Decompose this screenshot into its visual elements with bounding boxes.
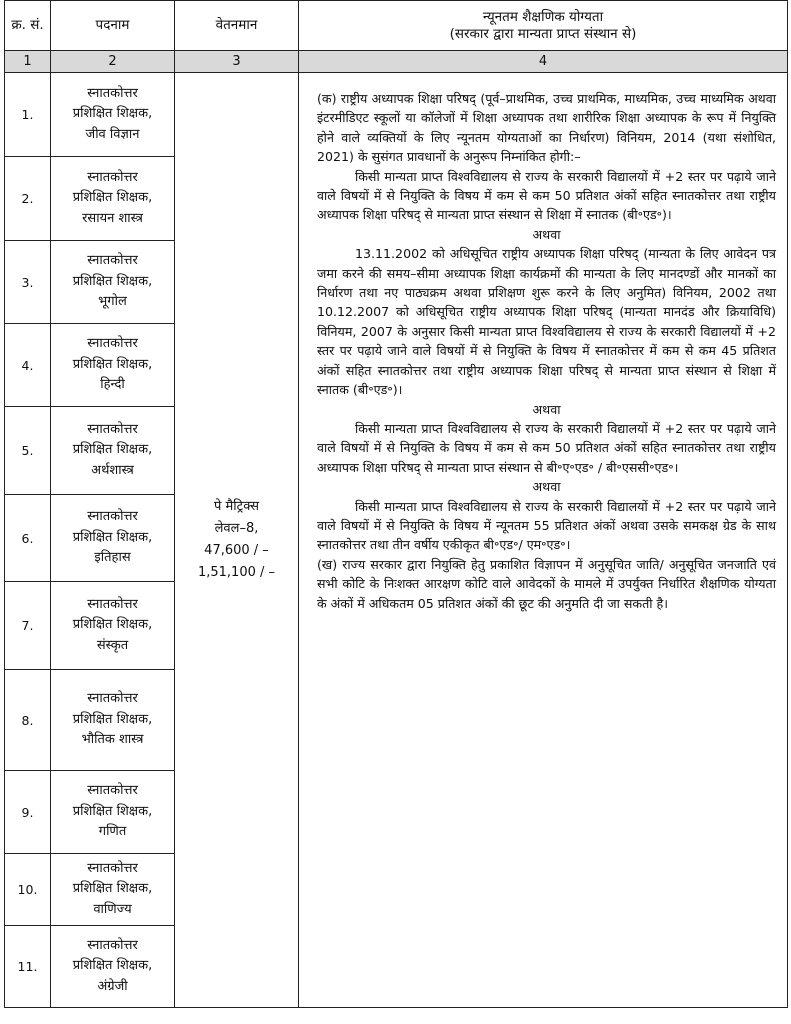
post-line: प्रशिक्षित शिक्षक,	[72, 106, 153, 122]
post-line: प्रशिक्षित शिक्षक,	[72, 881, 153, 897]
header-pay-scale: वेतनमान	[175, 1, 299, 51]
serial-number: 11.	[5, 926, 51, 1008]
header-post: पदनाम	[51, 1, 175, 51]
post-line: प्रशिक्षित शिक्षक,	[72, 617, 153, 633]
post-line: अर्थशास्त्र	[91, 462, 134, 478]
post-line: प्रशिक्षित शिक्षक,	[72, 442, 153, 458]
post-name	[51, 407, 175, 495]
serial-number: 3.	[5, 241, 51, 324]
column-number-row	[5, 51, 788, 73]
post-line: प्रशिक्षित शिक्षक,	[72, 711, 153, 727]
post-line: रसायन शास्त्र	[82, 210, 143, 226]
post-line: भौतिक शास्त्र	[81, 732, 144, 748]
qualification-option-1: किसी मान्यता प्राप्त विश्वविद्यालय से राज्य के सरकारी विद्यालयों में +2 स्तर पर पढ़ाये जाने वाले विषयों में से नियुक्ति के विषय में कम से कम 50 प्रतिशत अंकों सहित स्नातकोत्तर तथा राष्ट्रीय अध्यापक शिक्षा परिषद् से मान्यता प्राप्त संस्थान से शिक्षा में स्नातक (बी॰एड॰)।	[317, 168, 776, 223]
post-line: स्नातकोत्तर	[87, 253, 138, 269]
or-separator: अथवा	[532, 479, 561, 495]
post-line: स्नातकोत्तर	[87, 691, 138, 707]
post-line: स्नातकोत्तर	[87, 336, 138, 352]
post-line: अंग्रेजी	[97, 978, 128, 994]
header-row	[5, 1, 788, 51]
serial-number: 5.	[5, 407, 51, 495]
post-name	[51, 771, 175, 854]
or-separator: अथवा	[532, 226, 561, 242]
pay-line: 47,600 / –	[204, 543, 269, 558]
serial-number: 6.	[5, 495, 51, 582]
post-line: स्नातकोत्तर	[87, 509, 138, 525]
post-line: प्रशिक्षित शिक्षक,	[72, 190, 153, 206]
serial-number: 1.	[5, 73, 51, 157]
qualification-option-3: किसी मान्यता प्राप्त विश्वविद्यालय से राज्य के सरकारी विद्यालयों में +2 स्तर पर पढ़ाये जाने वाले विषयों में से नियुक्ति के विषय में कम से कम 50 प्रतिशत अंकों सहित स्नातकोत्तर तथा राष्ट्रीय अध्यापक शिक्षा परिषद् से मान्यता प्राप्त संस्थान से बी॰ए॰एड॰ / बी॰एससी॰एड॰।	[317, 420, 776, 475]
post-name	[51, 495, 175, 582]
qualification-text	[299, 73, 788, 1008]
post-line: प्रशिक्षित शिक्षक,	[72, 803, 153, 819]
table-row	[5, 73, 788, 157]
post-name	[51, 582, 175, 670]
post-line: प्रशिक्षित शिक्षक,	[72, 529, 153, 545]
header-qualification	[299, 1, 788, 51]
clause-kha: (ख) राज्य सरकार द्वारा नियुक्ति हेतु प्रकाशित विज्ञापन में अनुसूचित जाति/ अनुसूचित जनजाति एवं सभी कोटि के निःशक्त आरक्षण कोटि वाले आवेदकों के मामले में उपर्युक्त निर्धारित शैक्षणिक योग्यता के अंकों में अधिकतम 05 प्रतिशत अंकों की छूट की अनुमति दी जा सकती है।	[317, 556, 776, 611]
qualification-table	[4, 0, 788, 1008]
or-separator: अथवा	[532, 401, 561, 417]
post-line: स्नातकोत्तर	[87, 421, 138, 437]
qualification-option-2: 13.11.2002 को अधिसूचित राष्ट्रीय अध्यापक शिक्षा परिषद् (मान्यता के लिए आवेदन पत्र जमा करने की समय–सीमा अध्यापक शिक्षा कार्यक्रमों की मान्यता के लिए मानदण्डों और मानकों का निर्धारण तथा नए पाठ्यक्रम अथवा प्रशिक्षण शुरू करने के लिए अनुमित) विनियम, 2002 तथा 10.12.2007 को अधिसूचित राष्ट्रीय अध्यापक शिक्षा परिषद् (मान्यता मानदंड और क्रियाविधि) विनियम, 2007 के अनुसार किसी मान्यता प्राप्त विश्वविद्यालय से राज्य के सरकारी विद्यालयों में +2 स्तर पर पढ़ाये जाने वाले विषयों में से नियुक्ति के विषय में स्नातकोत्तर में कम से कम 45 प्रतिशत अंकों सहित स्नातकोत्तर तथा राष्ट्रीय अध्यापक शिक्षा परिषद् से मान्यता प्राप्त संस्थान से शिक्षा में स्नातक (बी॰एड॰)।	[317, 246, 776, 398]
post-line: स्नातकोत्तर	[87, 783, 138, 799]
post-line: स्नातकोत्तर	[87, 860, 138, 876]
post-line: जीव विज्ञान	[85, 126, 140, 142]
post-line: स्नातकोत्तर	[87, 169, 138, 185]
header-sno: क्र. सं.	[5, 1, 51, 51]
serial-number: 9.	[5, 771, 51, 854]
serial-number: 2.	[5, 157, 51, 241]
serial-number: 10.	[5, 854, 51, 926]
serial-number: 4.	[5, 324, 51, 407]
header-qualification-line1: न्यूनतम शैक्षणिक योग्यता	[482, 8, 604, 25]
post-name	[51, 157, 175, 241]
post-line: इतिहास	[94, 550, 131, 566]
post-line: स्नातकोत्तर	[87, 937, 138, 953]
post-line: हिन्दी	[100, 377, 125, 393]
post-name	[51, 854, 175, 926]
post-name	[51, 926, 175, 1008]
column-number: 2	[51, 51, 175, 73]
post-name	[51, 324, 175, 407]
post-line: वाणिज्य	[93, 901, 132, 917]
post-name	[51, 670, 175, 771]
qualification-option-4: किसी मान्यता प्राप्त विश्वविद्यालय से राज्य के सरकारी विद्यालयों में +2 स्तर पर पढ़ाये जाने वाले विषयों में से नियुक्ति के विषय में न्यूनतम 55 प्रतिशत अंकों अथवा उसके समकक्ष ग्रेड के साथ स्नातकोत्तर तथा तीन वर्षीय एकीकृत बी॰एड॰/ एम॰एड॰।	[317, 498, 776, 553]
post-line: स्नातकोत्तर	[87, 596, 138, 612]
pay-scale	[175, 73, 299, 1008]
clause-ka: (क) राष्ट्रीय अध्यापक शिक्षा परिषद् (पूर्व–प्राथमिक, उच्च प्राथमिक, माध्यमिक, उच्च माध्यमिक अथवा इंटरमीडिएट स्कूलों या कॉलेजों में शिक्षा अध्यापक तथा शारीरिक शिक्षा अध्यापक के रूप में नियुक्ति होने वाले व्यक्तियों के लिए न्यूनतम योग्यताओं का निर्धारण) विनियम, 2014 (यथा संशोधित, 2021) के सुसंगत प्रावधानों के अनुरूप निम्नांकित होगी:–	[317, 91, 776, 165]
post-line: संस्कृत	[96, 637, 129, 653]
serial-number: 7.	[5, 582, 51, 670]
pay-line: पे मैट्रिक्स	[213, 499, 259, 514]
pay-line: लेवल–8,	[214, 521, 259, 536]
column-number: 3	[175, 51, 299, 73]
post-line: प्रशिक्षित शिक्षक,	[72, 958, 153, 974]
header-qualification-line2: (सरकार द्वारा मान्यता प्राप्त संस्थान से)	[449, 25, 637, 42]
post-line: स्नातकोत्तर	[87, 85, 138, 101]
post-name	[51, 73, 175, 157]
pay-line: 1,51,100 / –	[197, 565, 276, 580]
column-number: 4	[299, 51, 788, 73]
column-number: 1	[5, 51, 51, 73]
post-line: भूगोल	[98, 294, 127, 310]
serial-number: 8.	[5, 670, 51, 771]
post-line: प्रशिक्षित शिक्षक,	[72, 356, 153, 372]
post-name	[51, 241, 175, 324]
post-line: प्रशिक्षित शिक्षक,	[72, 273, 153, 289]
post-line: गणित	[98, 824, 127, 840]
